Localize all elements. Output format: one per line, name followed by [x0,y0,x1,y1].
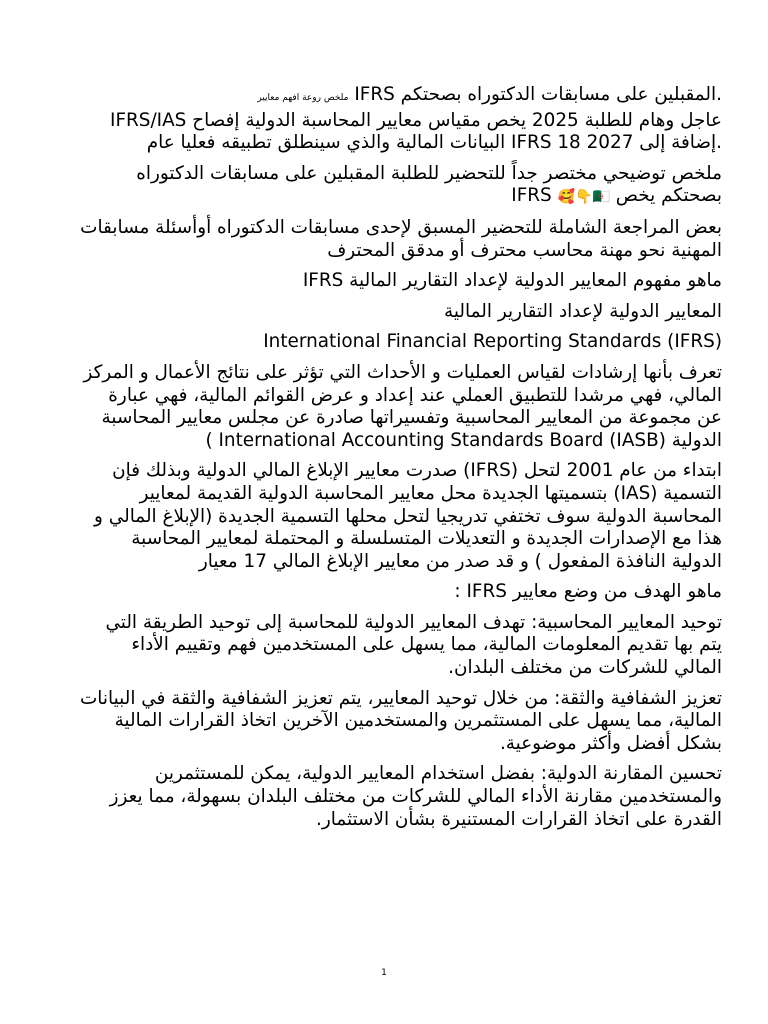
intro-small-text: ملخص روعة افهم معايير [257,93,349,103]
document-body [78,84,722,839]
ifrs-arabic-title: المعايير الدولية لإعداد التقارير المالية [444,300,722,322]
emoji-icons: 🥰👇🇩🇿 [557,189,610,206]
unification-paragraph: توحيد المعايير المحاسبية: تهدف المعايير الدولية للمحاسبة إلى توحيد الطريقة التي يتم بها تقديم المعلومات المالية، مما يسهل على المستخدمين فهم وتقييم الأداء المالي للشركات من مختلف البلدان. [105,611,722,679]
summary-intro-text: ملخص توضيحي مختصر جداً للتحضير للطلبة المقبلين على مسابقات الدكتوراه بصحتكم يخص IFRS [136,162,722,207]
ifrs-english-title: International Financial Reporting Standards (IFRS) [263,331,722,353]
comparison-paragraph: تحسين المقارنة الدولية: بفضل استخدام المعايير الدولية، يمكن للمستثمرين والمستخدمين مقارنة الأداء المالي للشركات من مختلف البلدان بسهولة، مما يعزز القدرة على اتخاذ القرارات المستنيرة بشأن الاستثمار. [109,763,722,830]
transparency-paragraph: تعزيز الشفافية والثقة: من خلال توحيد المعايير، يتم تعزيز الشفافية والثقة في البيانات المالية، مما يسهل على المستثمرين والمستخدمين الآخرين اتخاذ القرارات المالية بشكل أفضل وأكثر موضوعية. [79,687,722,754]
intro-paragraph [78,84,722,155]
intro-continuation: IFRS/IAS عاجل وهام للطلبة 2025 يخص مقياس معايير المحاسبة الدولية إفصاح البيانات المالية والذي سينطلق تطبيقه فعليا عام IFRS 18 إضافة إلى 2027. [110,109,722,154]
review-paragraph: بعض المراجعة الشاملة للتحضير المسبق لإحدى مسابقات الدكتوراه أوأسئلة مسابقات المهنية نحو مهنة محاسب محترف أو مدقق المحترف [80,216,722,261]
objective-heading: : IFRS ماهو الهدف من وضع معايير [454,581,722,603]
summary-intro-paragraph [78,163,722,209]
ifrs-concept-heading: IFRS ماهو مفهوم المعايير الدولية لإعداد التقارير المالية [302,270,722,292]
definition-paragraph: تعرف بأنها إرشادات لقياس العمليات و الأحداث التي تؤثر على نتائج الأعمال و المركز المالي، فهي مرشدا للتطبيق العملي عند إعداد و عرض القوائم المالية، فهي عبارة عن مجموعة من المعايير المحاسبية وتفسيراتها صادرة عن مجلس معايير المحاسبة الدولية (IASB) International Accounting Standards Board ) [83,361,722,451]
intro-text: .المقبلين على مسابقات الدكتوراه بصحتكم IFRS [348,84,722,105]
page-number: 1 [381,968,387,978]
history-paragraph: ابتداء من عام 2001 لتحل (IFRS) صدرت معايير الإبلاغ المالي الدولية وبذلك فإن التسمية (IAS) بتسميتها الجديدة محل معايير المحاسبة الدولية القديمة لمعايير المحاسبة الدولية سوف تختفي تدريجيا لتحل محلها التسمية الجديدة (الإبلاغ المالي و هذا مع الإصدارات الجديدة و التعديلات المتسلسلة و المحتملة لمعايير المحاسبة الدولية النافذة المفعول ) و قد صدر من معايير الإبلاغ المالي 17 معيار [94,460,722,572]
